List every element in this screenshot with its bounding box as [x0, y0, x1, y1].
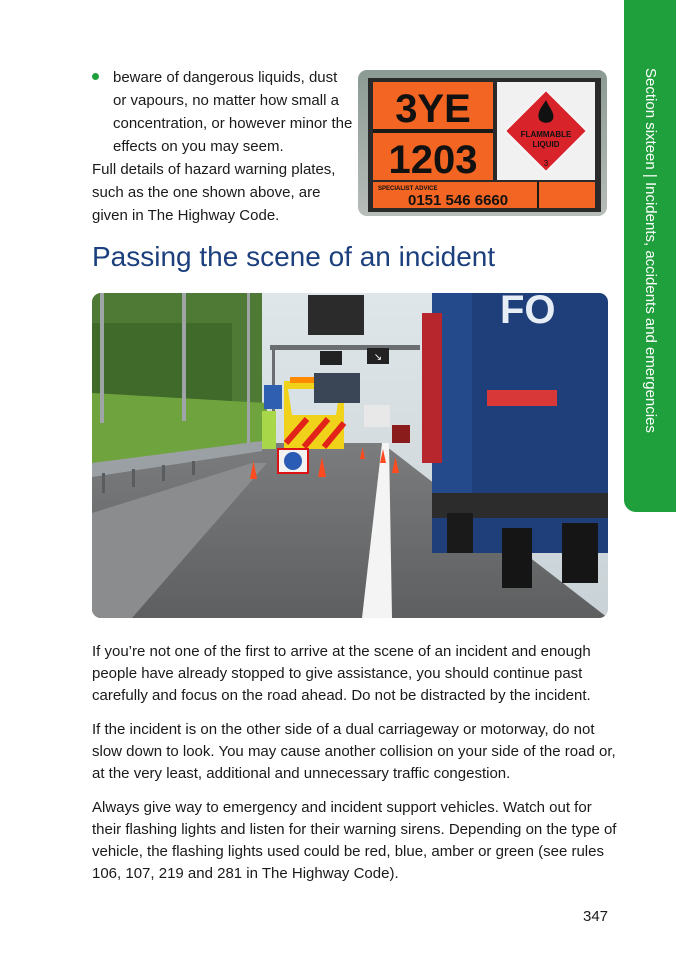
bullet-dot-icon: [92, 73, 99, 80]
svg-text:↘: ↘: [373, 352, 383, 363]
plate-un-number: 1203: [388, 138, 478, 182]
road-worker: [262, 411, 276, 449]
page-number: 347: [583, 908, 609, 925]
hazard-plate-illustration: [358, 70, 607, 216]
matrix-sign: [308, 295, 364, 335]
hazard-plate-note: Full details of hazard warning plates, such as the one shown above, are given in The Highway Code.: [92, 161, 336, 224]
motorway-incident-photo: [92, 293, 608, 618]
heavy-goods-vehicle: [422, 293, 608, 588]
plate-top-code: 3YE: [395, 87, 471, 131]
section-heading: Passing the scene of an incident: [92, 241, 496, 272]
diamond-line2: LIQUID: [532, 140, 560, 149]
truck-lettering: FO: [500, 293, 556, 332]
bullet-text: beware of dangerous liquids, dust or vapours, no matter how small a concentration, or however minor the effects on you may seem.: [113, 69, 353, 155]
bullet-list: [92, 66, 354, 158]
paragraph-3: Always give way to emergency and incident support vehicles. Watch out for their flashing lights and listen for their warning sirens. Depending on the type of vehicle, the flashing lights used could be red, blue, amber or green (see rules 106, 107, 219 and 281 in The Highway Code).: [92, 799, 617, 882]
diamond-class: 3: [543, 159, 549, 168]
paragraph-1: If you’re not one of the first to arrive at the scene of an incident and enough people have already stopped to give assistance, you should continue past carefully and focus on the road ahead. Do not be distracted by the incident.: [92, 643, 591, 704]
section-side-tab-label: Section sixteen | Incidents, accidents and emergencies: [642, 68, 659, 433]
advice-phone: 0151 546 6660: [408, 192, 509, 209]
paragraph-2: If the incident is on the other side of a dual carriageway or motorway, do not slow down to look. You may cause another collision on your side of the road or, at the very least, additional and unnecessary traffic congestion.: [92, 721, 616, 782]
diamond-line1: FLAMMABLE: [520, 130, 572, 139]
motorway-incident-illustration: [92, 293, 608, 618]
body-text: [92, 641, 618, 897]
hazard-plate-photo: [358, 70, 607, 216]
bullet-item: [92, 66, 354, 158]
section-side-tab: [624, 0, 676, 512]
advice-label: SPECIALIST ADVICE: [378, 186, 438, 192]
